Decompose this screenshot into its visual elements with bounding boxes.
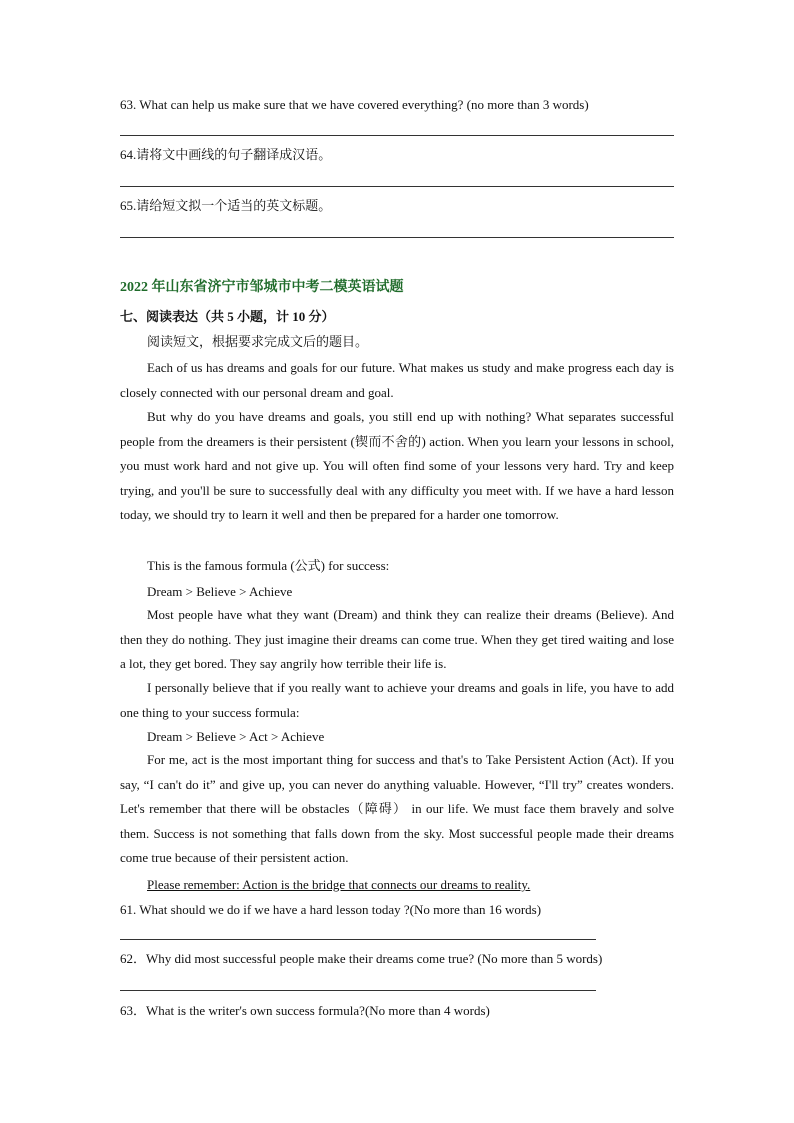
formula-2: Dream > Believe > Act > Achieve [147,729,325,744]
section-instruction: 阅读短文，根据要求完成文后的题目。 [147,334,369,349]
section-subtitle: 七、阅读表达（共 5 小题，计 10 分） [120,309,335,324]
passage-paragraph-3: This is the famous formula (公式) for success: [147,558,390,573]
passage-paragraph-5: I personally believe that if you really want to achieve your dreams and goals in life, you have to add one thing to your success formula: [120,680,674,720]
passage-paragraph-1: Each of us has dreams and goals for our future. What makes us study and make progress each day is closely connected with our personal dream and goal. [120,360,674,400]
answer-line[interactable] [120,135,674,136]
question-65-top: 65.请给短文拟一个适当的英文标题。 [120,198,332,213]
answer-line[interactable] [120,939,596,940]
underlined-sentence: Please remember: Action is the bridge that connects our dreams to reality. [147,877,531,892]
answer-line[interactable] [120,990,596,991]
answer-line[interactable] [120,237,674,238]
passage-paragraph-2: But why do you have dreams and goals, you still end up with nothing? What separates successful people from the dreamers is their persistent (锲而不舍的) action. When you learn your lessons in school, you must work hard and not give up. You will often find some of your lessons very hard. Try and keep trying, and you'll be sure to successfully deal with any difficulty you meet with. If we have a hard lesson today, we should try to learn it well and then be prepared for a harder one tomorrow. [120,409,674,523]
question-63-top: 63. What can help us make sure that we have covered everything? (no more than 3 words) [120,97,589,112]
question-62: 62．Why did most successful people make their dreams come true? (No more than 5 words) [120,951,603,966]
answer-line[interactable] [120,186,674,187]
question-63: 63．What is the writer's own success formula?(No more than 4 words) [120,1003,490,1018]
passage-paragraph-4: Most people have what they want (Dream) and think they can realize their dreams (Believe). And then they do nothing. They just imagine their dreams can come true. When they get tired waiting and lose a lot, they get bored. They say angrily how terrible their life is. [120,607,674,672]
question-64-top: 64.请将文中画线的句子翻译成汉语。 [120,147,332,162]
section-title: 2022 年山东省济宁市邹城市中考二模英语试题 [120,280,404,295]
formula-1: Dream > Believe > Achieve [147,584,293,599]
passage-paragraph-6: For me, act is the most important thing for success and that's to Take Persistent Action (Act). If you say, “I can't do it” and give up, you can never do anything valuable. However, “I'll try” creates wonders. Let's remember that there will be obstacles（障碍） in our life. We must face them bravely and solve them. Success is not something that falls down from the sky. Most successful people made their dreams come true because of their persistent action. [120,752,674,866]
question-61: 61. What should we do if we have a hard lesson today ?(No more than 16 words) [120,902,542,917]
